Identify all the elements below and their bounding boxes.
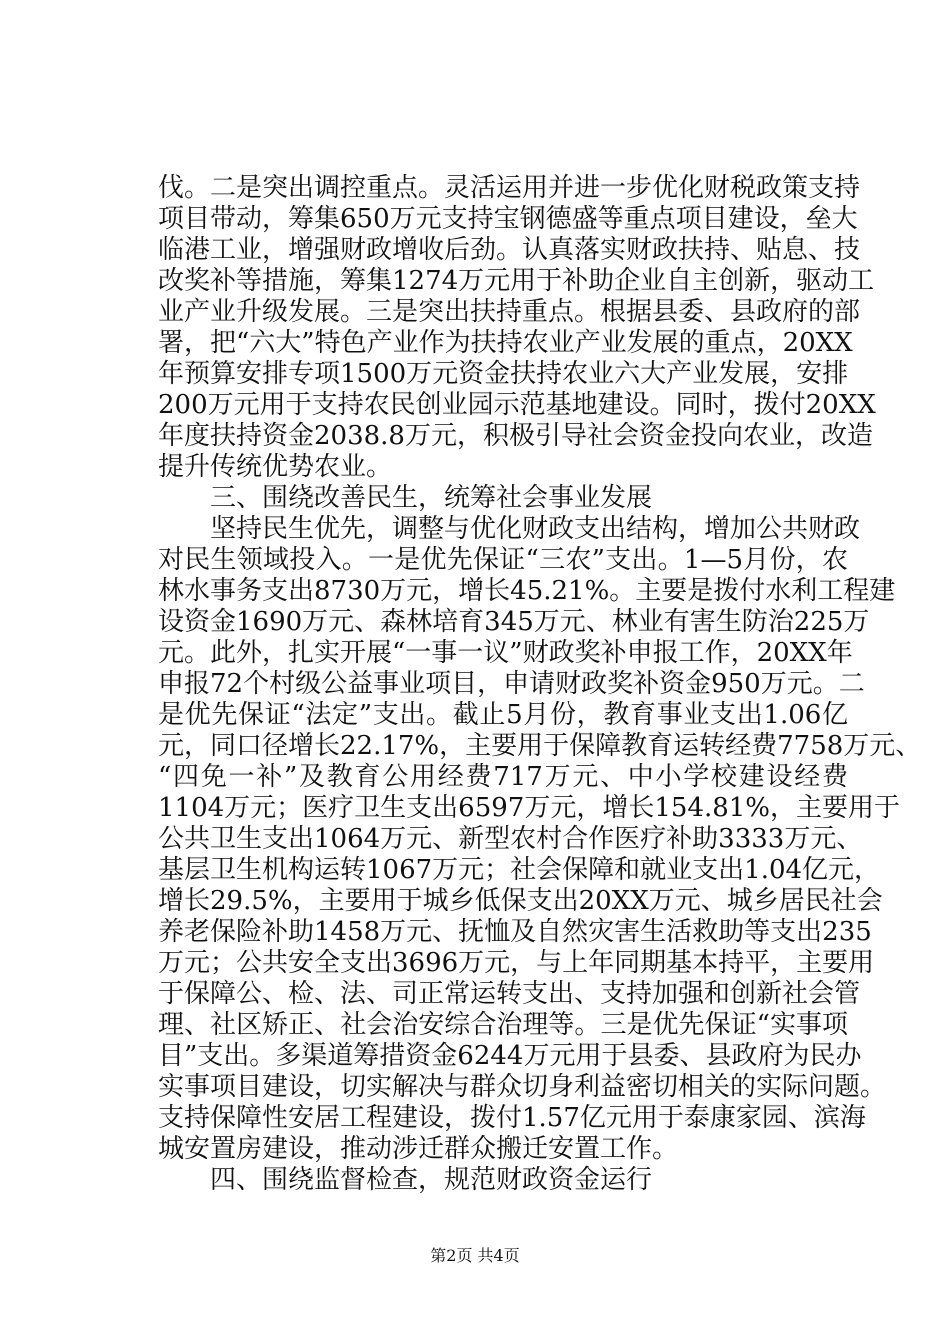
body-text-line: 年度扶持资金2038.8万元，积极引导社会资金投向农业，改造 xyxy=(158,421,873,451)
body-text-line: 对民生领域投入。一是优先保证“三农”支出。1—5月份，农 xyxy=(158,545,848,575)
body-text-line: 业产业升级发展。三是突出扶持重点。根据县委、县政府的部 xyxy=(158,297,861,327)
page-footer: 第2页 共4页 xyxy=(430,1246,520,1265)
body-text-line: 项目带动，筹集650万元支持宝钢德盛等重点项目建设，垒大 xyxy=(158,204,858,234)
body-text-line: 目”支出。多渠道筹措资金6244万元用于县委、县政府为民办 xyxy=(158,1041,862,1071)
body-text-line: 1104万元；医疗卫生支出6597万元，增长154.81%，主要用于 xyxy=(158,793,901,823)
section-heading: 四、围绕监督检查，规范财政资金运行 xyxy=(210,1165,653,1195)
body-text-line: “四免一补”及教育公用经费717万元、中小学校建设经费 xyxy=(158,762,848,792)
body-text-line: 是优先保证“法定”支出。截止5月份，教育事业支出1.06亿 xyxy=(158,700,848,730)
body-text-line: 署，把“六大”特色产业作为扶持农业产业发展的重点，20XX xyxy=(158,328,853,358)
section-heading: 三、围绕改善民生，统筹社会事业发展 xyxy=(210,483,653,513)
body-text-line: 支持保障性安居工程建设，拨付1.57亿元用于泰康家园、滨海 xyxy=(158,1103,866,1133)
body-text-line: 增长29.5%，主要用于城乡低保支出20XX万元、城乡居民社会 xyxy=(158,886,883,916)
document-body xyxy=(158,173,922,1196)
body-text-line: 于保障公、检、法、司正常运转支出、支持加强和创新社会管 xyxy=(158,979,861,1009)
body-text-line: 实事项目建设，切实解决与群众切身利益密切相关的实际问题。 xyxy=(158,1072,887,1102)
body-text-line: 坚持民生优先，调整与优化财政支出结构，增加公共财政 xyxy=(210,514,861,544)
body-text-line: 年预算安排专项1500万元资金扶持农业六大产业发展，安排 xyxy=(158,359,849,389)
body-text-line: 林水事务支出8730万元，增长45.21%。主要是拨付水利工程建 xyxy=(158,576,896,606)
body-text-line: 万元；公共安全支出3696万元，与上年同期基本持平，主要用 xyxy=(158,948,875,978)
body-text-line: 伐。二是突出调控重点。灵活运用并进一步优化财税政策支持 xyxy=(158,173,861,203)
body-text-line: 设资金1690万元、森林培育345万元、林业有害生防治225万 xyxy=(158,607,870,637)
body-text-line: 200万元用于支持农民创业园示范基地建设。同时，拨付20XX xyxy=(158,390,876,420)
body-text-line: 基层卫生机构运转1067万元；社会保障和就业支出1.04亿元， xyxy=(158,855,881,885)
body-text-line: 改奖补等措施，筹集1274万元用于补助企业自主创新，驱动工 xyxy=(158,266,875,296)
body-text-line: 公共卫生支出1064万元、新型农村合作医疗补助3333万元、 xyxy=(158,824,863,854)
body-text-line: 临港工业，增强财政增收后劲。认真落实财政扶持、贴息、技 xyxy=(158,235,861,265)
body-text-line: 元，同口径增长22.17%，主要用于保障教育运转经费7758万元、 xyxy=(158,731,922,761)
body-text-line: 申报72个村级公益事业项目，申请财政奖补资金950万元。二 xyxy=(158,669,865,699)
body-text-line: 养老保险补助1458万元、抚恤及自然灾害生活救助等支出235 xyxy=(158,917,872,947)
body-text-line: 城安置房建设，推动涉迁群众搬迁安置工作。 xyxy=(158,1134,679,1164)
body-text-line: 理、社区矫正、社会治安综合治理等。三是优先保证“实事项 xyxy=(158,1010,848,1040)
body-text-line: 元。此外，扎实开展“一事一议”财政奖补申报工作，20XX年 xyxy=(158,638,853,668)
body-text-line: 提升传统优势农业。 xyxy=(158,452,393,482)
